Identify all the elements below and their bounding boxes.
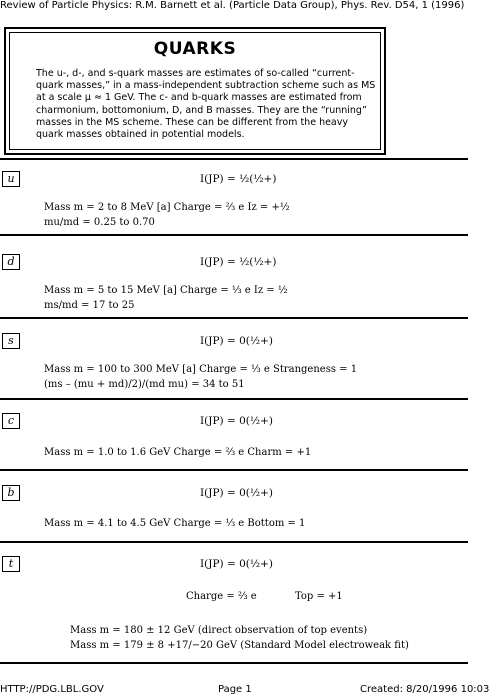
quark-symbol-t: t	[2, 556, 20, 572]
quark-t-top-number: Top = +1	[295, 591, 343, 602]
quark-symbol-u: u	[2, 171, 20, 187]
page-header: Review of Particle Physics: R.M. Barnett et al. (Particle Data Group), Phys. Rev. D54, 1 (1996)	[0, 0, 465, 11]
quark-d-mass-charge: Mass m = 5 to 15 MeV [a] Charge = ⅓ e Iz = ½	[44, 285, 288, 296]
divider-rule	[0, 662, 468, 664]
divider-rule	[0, 158, 468, 160]
quark-t-mass-fit: Mass m = 179 ± 8 +17/−20 GeV (Standard Model electroweak fit)	[70, 640, 409, 651]
footer-created-date: Created: 8/20/1996 10:03	[360, 684, 490, 695]
quark-symbol-s: s	[2, 333, 20, 349]
divider-rule	[0, 398, 468, 400]
quark-c-mass-charge: Mass m = 1.0 to 1.6 GeV Charge = ⅔ e Charm = +1	[44, 447, 312, 458]
quark-s-mass-charge: Mass m = 100 to 300 MeV [a] Charge = ⅓ e Strangeness = 1	[44, 364, 358, 375]
quark-symbol-d: d	[2, 254, 20, 270]
quark-b-isospin: I(JP) = 0(½+)	[200, 487, 273, 499]
intro-text: The u-, d-, and s-quark masses are estimates of so-called “current-quark masses,” in a mass-independent subtraction scheme such as MS at a scale μ ≈ 1 GeV. The c- and b-quark masses are estimated from charmonium, bottomonium, D, and B masses. They are the “running” masses in the MS scheme. These can be different from the heavy quark masses obtained in potential models.	[36, 68, 376, 141]
quark-c-isospin: I(JP) = 0(½+)	[200, 415, 273, 427]
quark-u-isospin: I(JP) = ½(½+)	[200, 173, 277, 185]
footer-url[interactable]: HTTP://PDG.LBL.GOV	[0, 684, 104, 695]
divider-rule	[0, 234, 468, 236]
quark-t-charge: Charge = ⅔ e	[186, 591, 257, 602]
quark-t-mass-direct: Mass m = 180 ± 12 GeV (direct observation of top events)	[70, 625, 368, 636]
quark-s-isospin: I(JP) = 0(½+)	[200, 335, 273, 347]
quark-u-mass-charge: Mass m = 2 to 8 MeV [a] Charge = ⅔ e Iz = +½	[44, 202, 290, 213]
quark-symbol-b: b	[2, 485, 20, 501]
footer-page-number: Page 1	[218, 684, 252, 695]
quark-t-isospin: I(JP) = 0(½+)	[200, 558, 273, 570]
intro-box	[4, 27, 386, 155]
section-title: QUARKS	[153, 39, 237, 59]
quark-u-mass-ratio: mu/md = 0.25 to 0.70	[44, 217, 155, 228]
divider-rule	[0, 317, 468, 319]
intro-box-inner	[9, 32, 381, 150]
quark-d-isospin: I(JP) = ½(½+)	[200, 256, 277, 268]
quark-symbol-c: c	[2, 413, 20, 429]
divider-rule	[0, 469, 468, 471]
quark-s-mass-ratio: (ms – (mu + md)/2)/(md mu) = 34 to 51	[44, 379, 245, 390]
quark-d-mass-ratio: ms/md = 17 to 25	[44, 300, 135, 311]
divider-rule	[0, 541, 468, 543]
quark-b-mass-charge: Mass m = 4.1 to 4.5 GeV Charge = ⅓ e Bottom = 1	[44, 518, 306, 529]
